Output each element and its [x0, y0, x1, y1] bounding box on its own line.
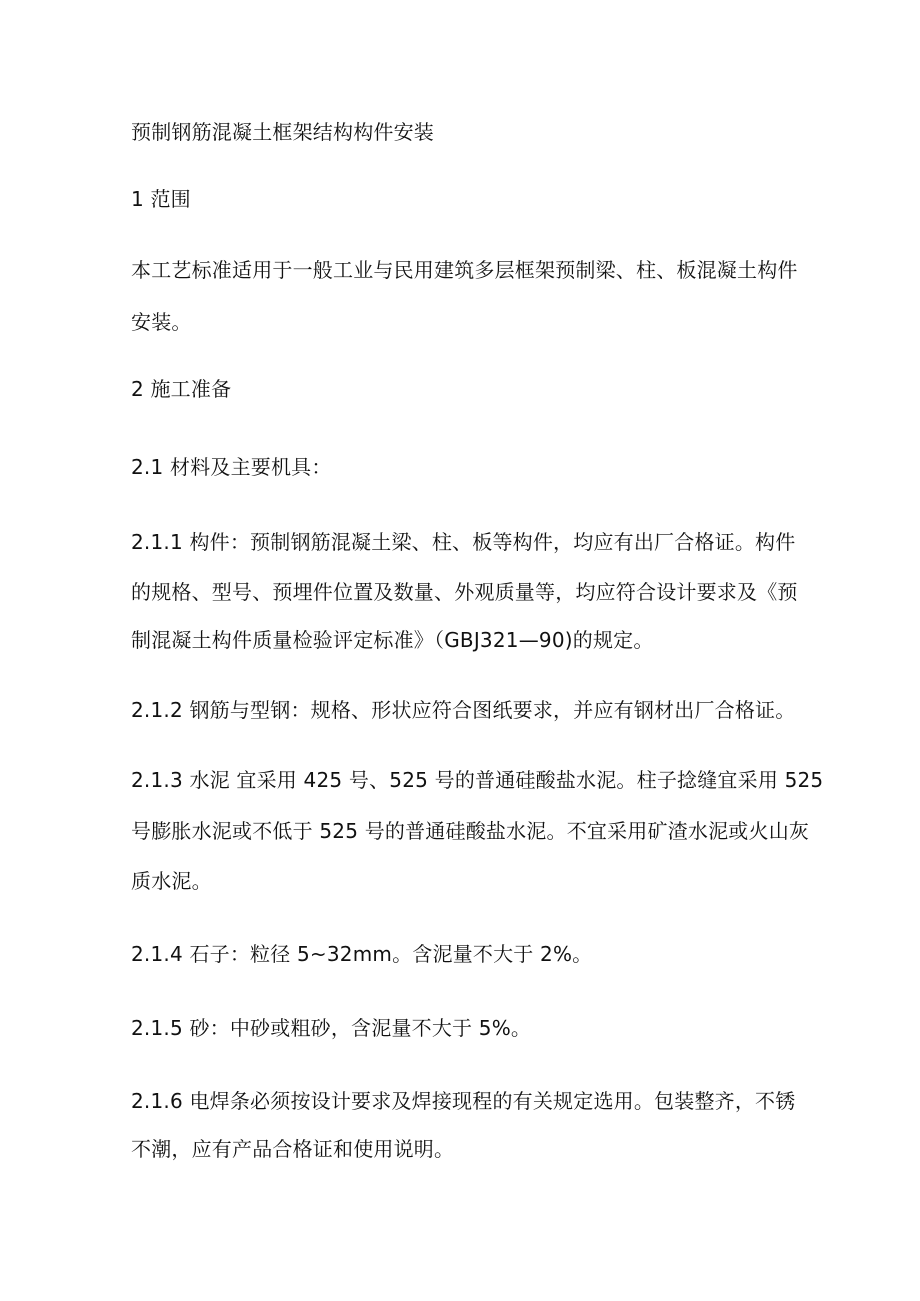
paragraph-line: 不潮，应有产品合格证和使用说明。: [131, 1137, 455, 1161]
section-heading-scope: 1 范围: [131, 187, 191, 211]
paragraph-line: 质水泥。: [131, 869, 212, 893]
paragraph-line: 的规格、型号、预埋件位置及数量、外观质量等，均应符合设计要求及《预: [131, 580, 798, 604]
paragraph-line: 号膨胀水泥或不低于 525 号的普通硅酸盐水泥。不宜采用矿渣水泥或火山灰: [131, 819, 810, 843]
paragraph-line: 本工艺标准适用于一般工业与民用建筑多层框架预制梁、柱、板混凝土构件: [131, 258, 798, 282]
paragraph-line: 2.1.4 石子：粒径 5~32mm。含泥量不大于 2%。: [131, 942, 593, 966]
paragraph-line: 2.1.6 电焊条必须按设计要求及焊接现程的有关规定选用。包装整齐，不锈: [131, 1089, 796, 1113]
paragraph-line: 制混凝土构件质量检验评定标准》（GBJ321—90)的规定。: [131, 628, 654, 652]
paragraph-line: 2.1.5 砂：中砂或粗砂，含泥量不大于 5%。: [131, 1016, 532, 1040]
section-heading-preparation: 2 施工准备: [131, 377, 232, 401]
paragraph-line: 安装。: [131, 310, 192, 334]
document-title: 预制钢筋混凝土框架结构构件安装: [131, 120, 434, 144]
paragraph-line: 2.1.3 水泥 宜采用 425 号、525 号的普通硅酸盐水泥。柱子捻缝宜采用 525: [131, 768, 824, 792]
paragraph-line: 2.1.2 钢筋与型钢：规格、形状应符合图纸要求，并应有钢材出厂合格证。: [131, 698, 796, 722]
paragraph-line: 2.1.1 构件：预制钢筋混凝土梁、柱、板等构件，均应有出厂合格证。构件: [131, 530, 796, 554]
subsection-heading-materials: 2.1 材料及主要机具：: [131, 455, 332, 479]
